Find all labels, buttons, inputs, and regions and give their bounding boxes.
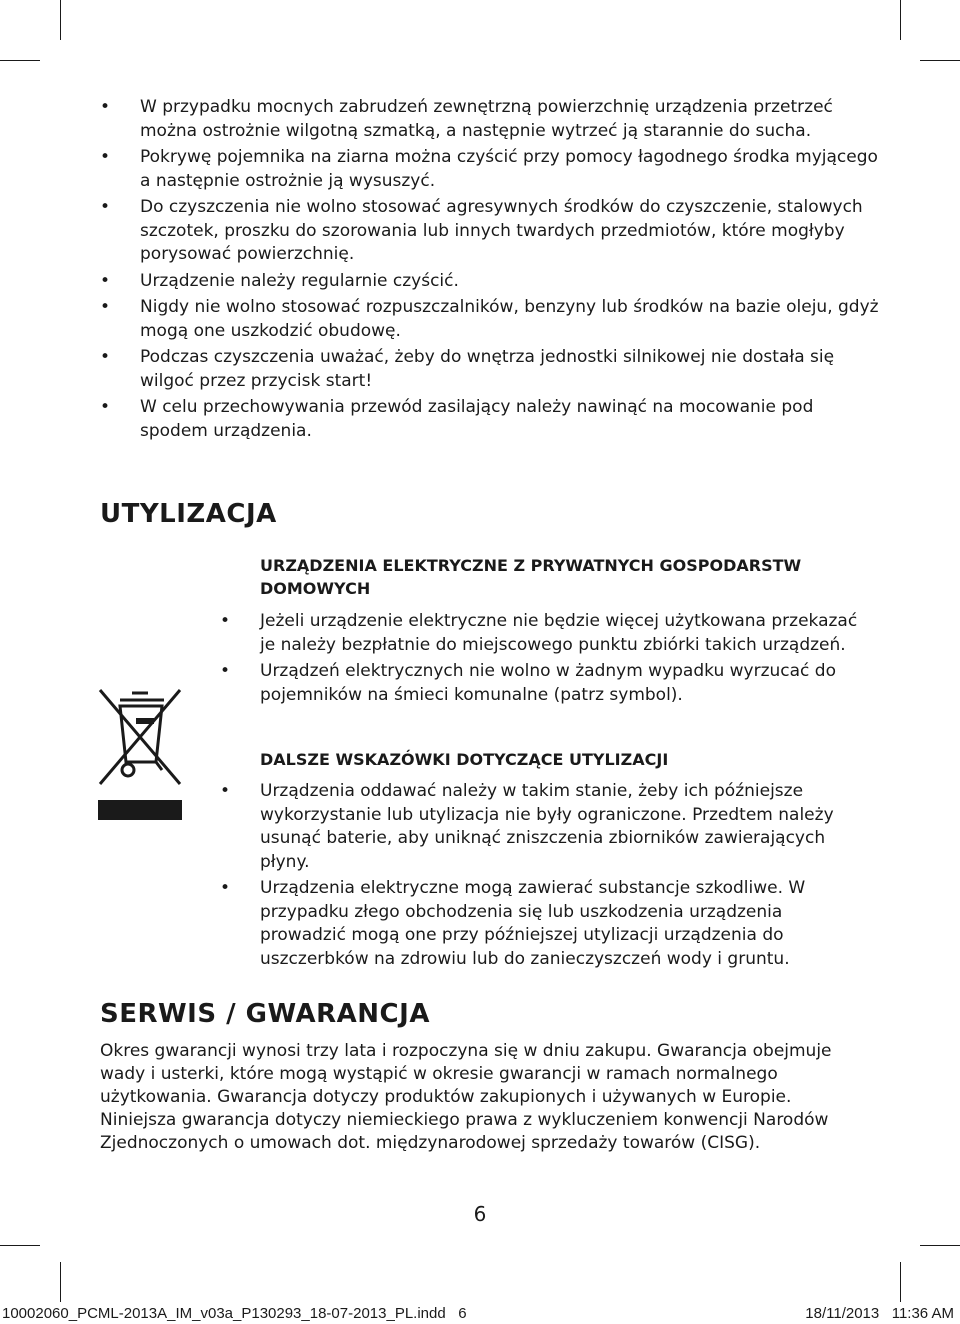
crop-mark: [60, 1262, 61, 1302]
list-item: • Pokrywę pojemnika na ziarna można czyścić przy pomocy łagodnego środka myjącego a następnie ostrożnie ją wysuszyć.: [100, 146, 880, 193]
list-item: • Urządzenie należy regularnie czyścić.: [100, 270, 880, 294]
crop-mark: [900, 0, 901, 40]
list-item: • Jeżeli urządzenie elektryczne nie będzie więcej użytkowana przekazać je należy bezpłatnie do miejscowego punktu zbiórki takich urządzeń.: [220, 610, 860, 657]
further-disposal-subheading: DALSZE WSKAZÓWKI DOTYCZĄCE UTYLIZACJI: [260, 750, 669, 769]
list-item: • Urządzenia oddawać należy w takim stanie, żeby ich późniejsze wykorzystanie lub utylizacja nie były ograniczone. Przedtem należy usunąć baterie, aby uniknąć zniszczenia zbiorników zawierających płyny.: [220, 780, 860, 874]
crossed-out-wheelie-bin-icon: [98, 688, 182, 820]
list-item: • Do czyszczenia nie wolno stosować agresywnych środków do czyszczenie, stalowych szczotek, proszku do szorowania lub innych twardych przedmiotów, które mogłyby porysować powierzchnię.: [100, 196, 880, 267]
list-item: • Urządzenia elektryczne mogą zawierać substancje szkodliwe. W przypadku złego obchodzenia się lub uszkodzenia urządzenia prowadzić mogą one przy późniejszej utylizacji urządzenia do uszczerbków na zdrowiu lub do zanieczyszczeń wody i gruntu.: [220, 877, 860, 971]
crop-mark: [920, 60, 960, 61]
list-item: • Podczas czyszczenia uważać, żeby do wnętrza jednostki silnikowej nie dostała się wilgoć przez przycisk start!: [100, 346, 880, 393]
crop-mark: [0, 60, 40, 61]
crop-mark: [0, 1245, 40, 1246]
disposal-list: [220, 610, 860, 710]
crop-mark: [60, 0, 61, 40]
household-devices-subheading: URZĄDZENIA ELEKTRYCZNE Z PRYWATNYCH GOSPODARSTW DOMOWYCH: [260, 556, 802, 598]
disposal-heading: UTYLIZACJA: [100, 499, 277, 529]
footer-datetime: 18/11/2013 11:36 AM: [805, 1305, 954, 1322]
crop-mark: [900, 1262, 901, 1302]
warranty-text: Okres gwarancji wynosi trzy lata i rozpoczyna się w dniu zakupu. Gwarancja obejmuje wady i usterki, które mogą wystąpić w okresie gwarancji w ramach normalnego użytkowania. Gwarancja dotyczy produktów zakupionych i używanych w Europie. Niniejsza gwarancja dotyczy niemieckiego prawa z wykluczeniem konwencji Narodów Zjednoczonych o umowach dot. międzynarodowej sprzedaży towarów (CISG).: [100, 1041, 832, 1153]
list-item: • W przypadku mocnych zabrudzeń zewnętrzną powierzchnię urządzenia przetrzeć można ostrożnie wilgotną szmatką, a następnie wytrzeć ją starannie do sucha.: [100, 96, 880, 143]
cleaning-instructions-list: [100, 96, 880, 446]
list-item: • Urządzeń elektrycznych nie wolno w żadnym wypadku wyrzucać do pojemników na śmieci komunalne (patrz symbol).: [220, 660, 860, 707]
list-item: • W celu przechowywania przewód zasilający należy nawinąć na mocowanie pod spodem urządzenia.: [100, 396, 880, 443]
page-number: 6: [473, 1202, 487, 1226]
footer-file-name: 10002060_PCML-2013A_IM_v03a_P130293_18-07-2013_PL.indd 6: [2, 1305, 467, 1322]
service-warranty-heading: SERWIS / GWARANCJA: [100, 999, 430, 1029]
further-disposal-list: [220, 780, 860, 974]
list-item: • Nigdy nie wolno stosować rozpuszczalników, benzyny lub środków na bazie oleju, gdyż mogą one uszkodzić obudowę.: [100, 296, 880, 343]
crop-mark: [920, 1245, 960, 1246]
